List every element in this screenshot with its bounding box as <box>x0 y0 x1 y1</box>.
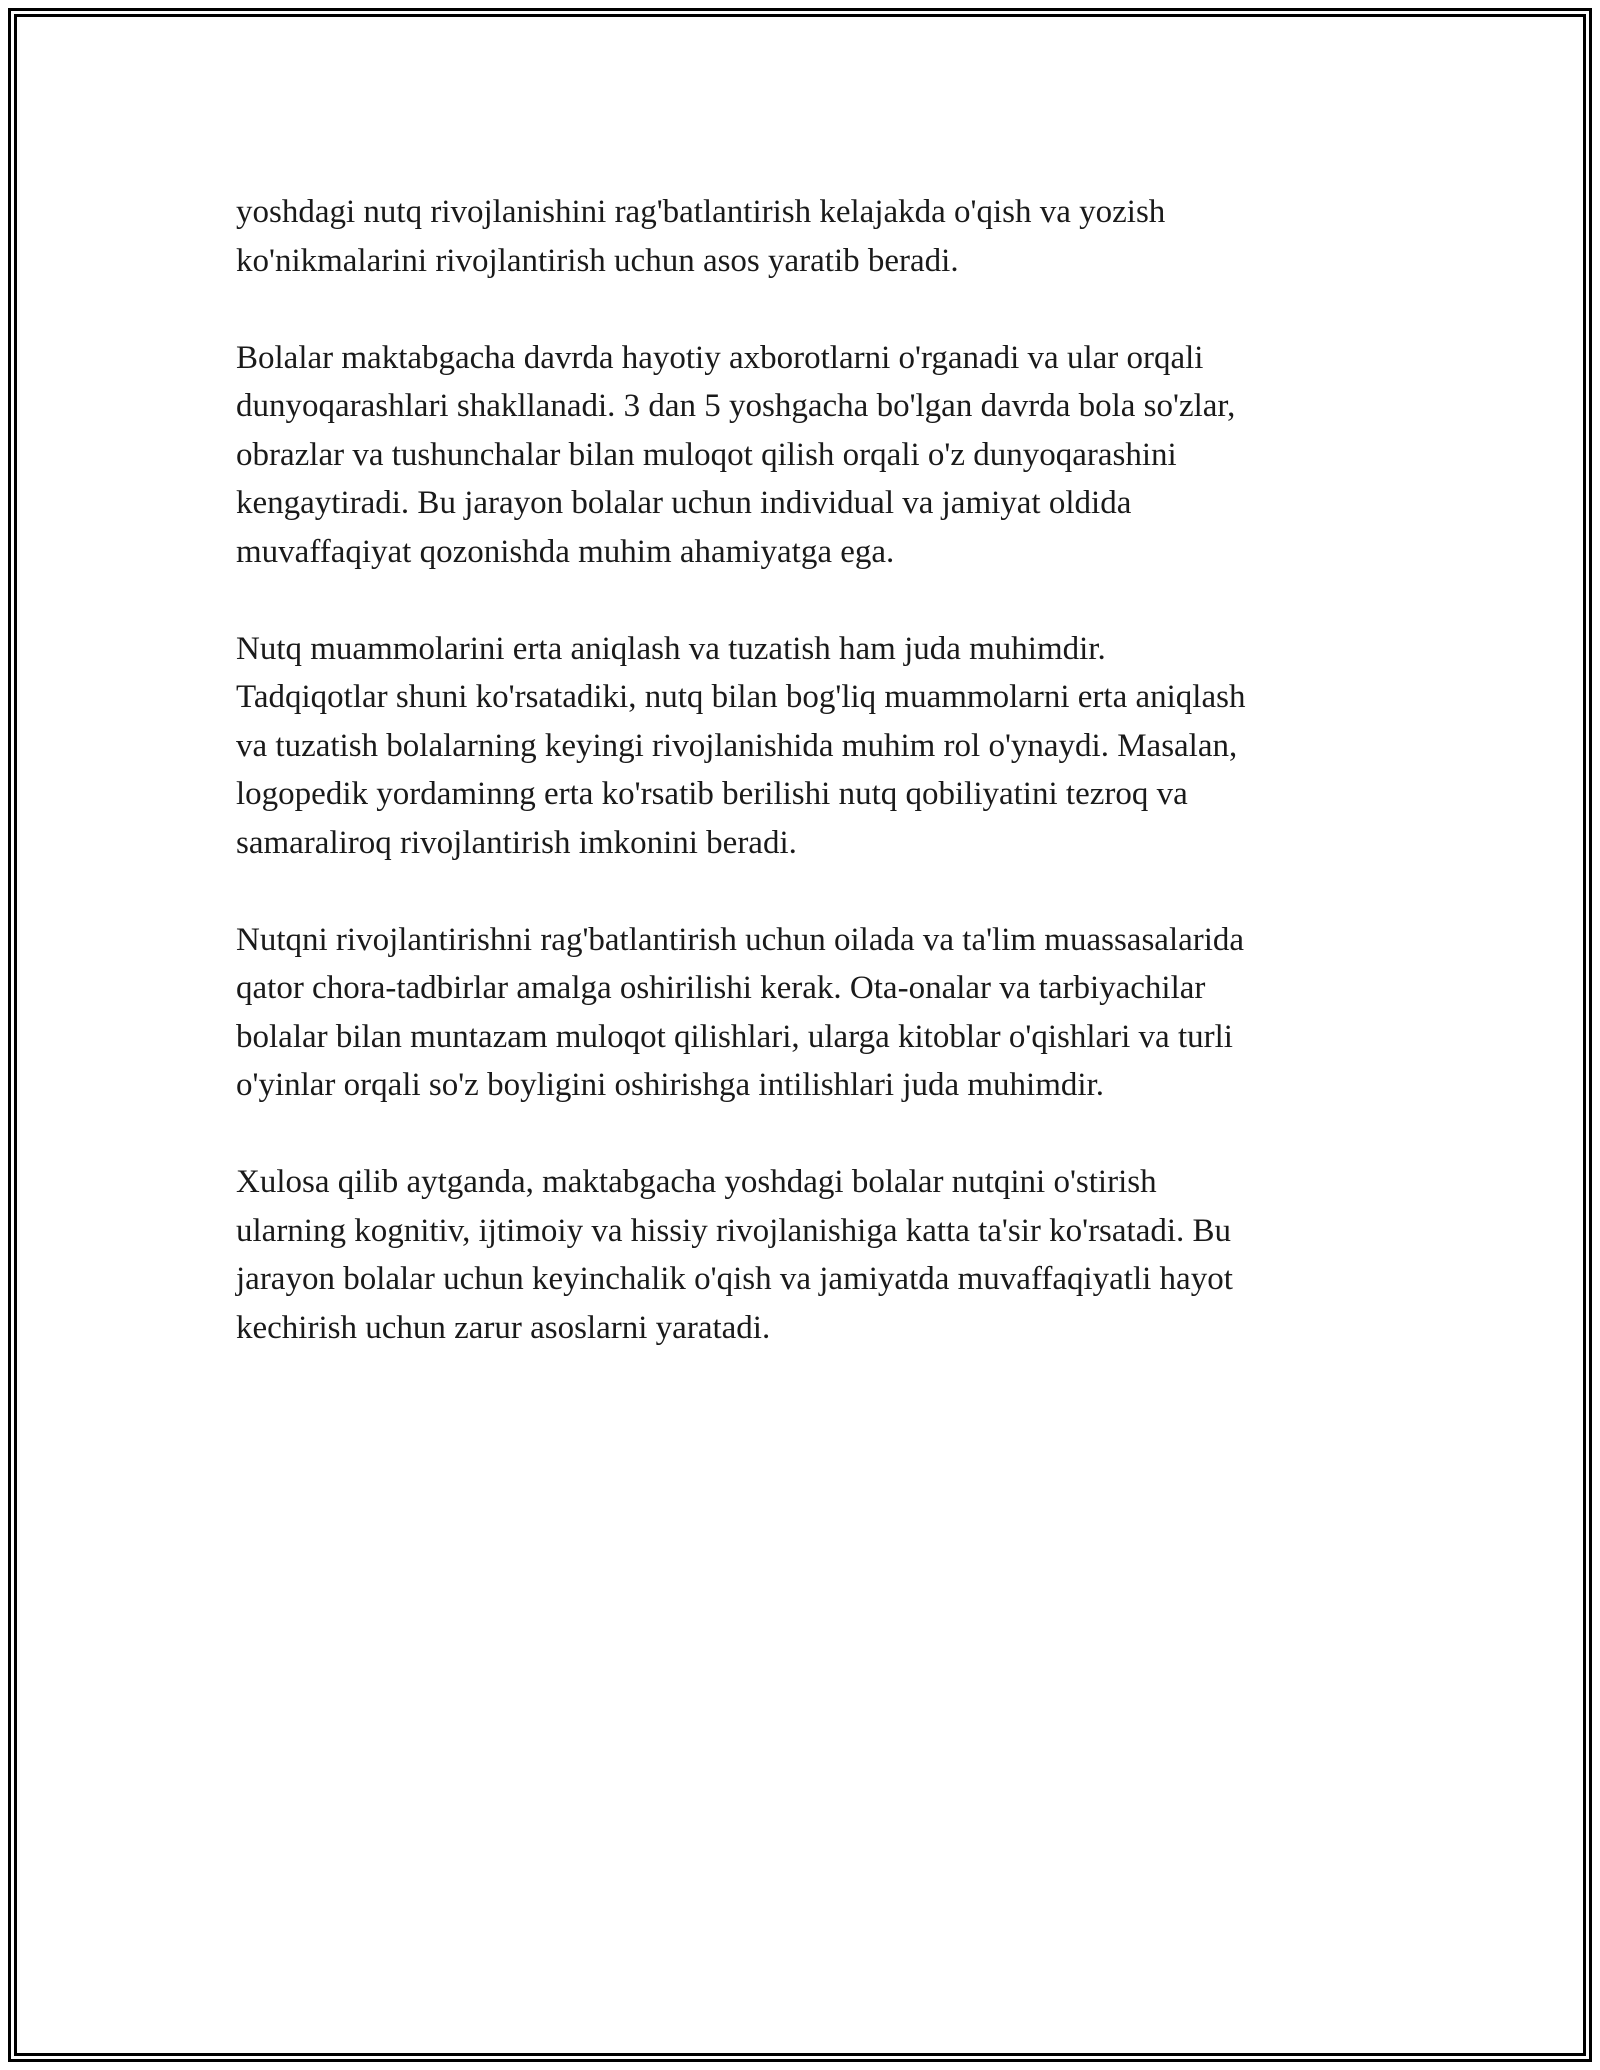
paragraph-line: Nutqni rivojlantirishni rag'batlantirish uchun oilada va ta'lim muassasalarida <box>236 921 1245 958</box>
paragraph-line: Tadqiqotlar shuni ko'rsatadiki, nutq bilan bog'liq muammolarni erta aniqlash <box>236 679 1246 715</box>
paragraph-line: o'yinlar orqali so'z boyligini oshirishga intilishlari juda muhimdir. <box>236 1067 1104 1103</box>
paragraph-line: logopedik yordaminng erta ko'rsatib berilishi nutq qobiliyatini tezroq va <box>236 776 1188 812</box>
paragraph-line: Xulosa qilib aytganda, maktabgacha yoshdagi bolalar nutqini o'stirish <box>236 1164 1157 1200</box>
document-body <box>236 188 1366 1401</box>
paragraph-line: jarayon bolalar uchun keyinchalik o'qish va jamiyatda muvaffaqiyatli hayot <box>236 1261 1233 1297</box>
paragraph-line: qator chora-tadbirlar amalga oshirilishi kerak. Ota-onalar va tarbiyachilar <box>236 970 1206 1006</box>
paragraph-line: kengaytiradi. Bu jarayon bolalar uchun individual va jamiyat oldida <box>236 485 1132 521</box>
paragraph-line: obrazlar va tushunchalar bilan muloqot qilish orqali o'z dunyoqarashini <box>236 436 1177 473</box>
paragraph-line: kechirish uchun zarur asoslarni yaratadi. <box>236 1309 771 1346</box>
paragraph-line: muvaffaqiyat qozonishda muhim ahamiyatga ega. <box>236 533 895 570</box>
paragraph-3 <box>236 625 1366 868</box>
paragraph-line: dunyoqarashlari shakllanadi. 3 dan 5 yoshgacha bo'lgan davrda bola so'zlar, <box>236 388 1236 424</box>
paragraph-line: ko'nikmalarini rivojlantirish uchun asos yaratib beradi. <box>236 242 959 279</box>
paragraph-line: yoshdagi nutq rivojlanishini rag'batlantirish kelajakda o'qish va yozish <box>236 194 1166 230</box>
paragraph-5 <box>236 1158 1366 1352</box>
paragraph-line: Bolalar maktabgacha davrda hayotiy axborotlarni o'rganadi va ular orqali <box>236 339 1204 376</box>
paragraph-line: samaraliroq rivojlantirish imkonini beradi. <box>236 824 797 861</box>
paragraph-line: bolalar bilan muntazam muloqot qilishlari, ularga kitoblar o'qishlari va turli <box>236 1018 1233 1055</box>
paragraph-4 <box>236 916 1366 1110</box>
paragraph-line: ularning kognitiv, ijtimoiy va hissiy rivojlanishiga katta ta'sir ko'rsatadi. Bu <box>236 1212 1232 1249</box>
paragraph-2 <box>236 334 1366 577</box>
paragraph-1 <box>236 188 1366 285</box>
paragraph-line: va tuzatish bolalarning keyingi rivojlanishida muhim rol o'ynaydi. Masalan, <box>236 727 1238 764</box>
paragraph-line: Nutq muammolarini erta aniqlash va tuzatish ham juda muhimdir. <box>236 630 1106 667</box>
